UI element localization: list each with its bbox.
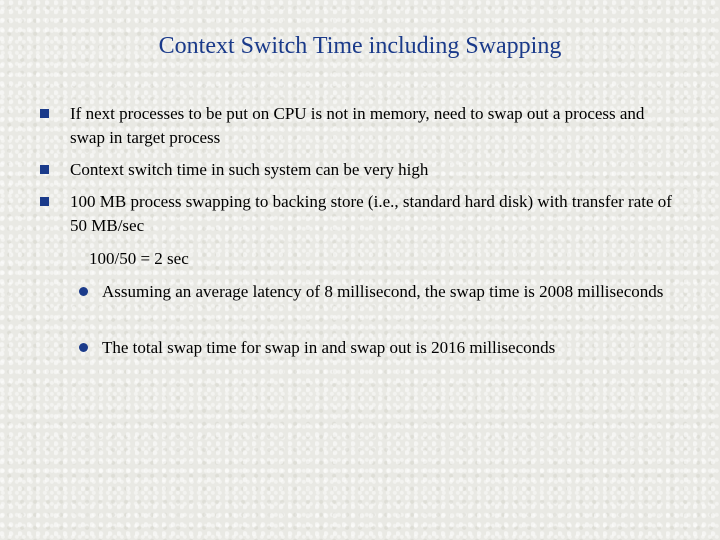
square-bullet-icon [40, 197, 49, 206]
square-bullet-icon [40, 109, 49, 118]
sub-bullet-item [79, 336, 679, 360]
sub-bullet-text: Assuming an average latency of 8 millisecond, the swap time is 2008 milliseconds [102, 282, 664, 301]
square-bullet-icon [40, 165, 49, 174]
calculation-text: 100/50 = 2 sec [89, 249, 189, 268]
round-bullet-icon [79, 287, 88, 296]
bullet-item [40, 190, 680, 238]
bullet-item [40, 102, 680, 150]
bullet-text: Context switch time in such system can be very high [70, 160, 429, 179]
bullet-text: 100 MB process swapping to backing store (i.e., standard hard disk) with transfer rate of 50 MB/sec [70, 192, 672, 235]
bullet-item [40, 158, 680, 182]
round-bullet-icon [79, 343, 88, 352]
slide-title: Context Switch Time including Swapping [158, 33, 562, 59]
bullet-text: If next processes to be put on CPU is not in memory, need to swap out a process and swap in target process [70, 104, 645, 147]
sub-bullet-item [79, 280, 679, 304]
sub-bullet-text: The total swap time for swap in and swap out is 2016 milliseconds [102, 338, 556, 357]
